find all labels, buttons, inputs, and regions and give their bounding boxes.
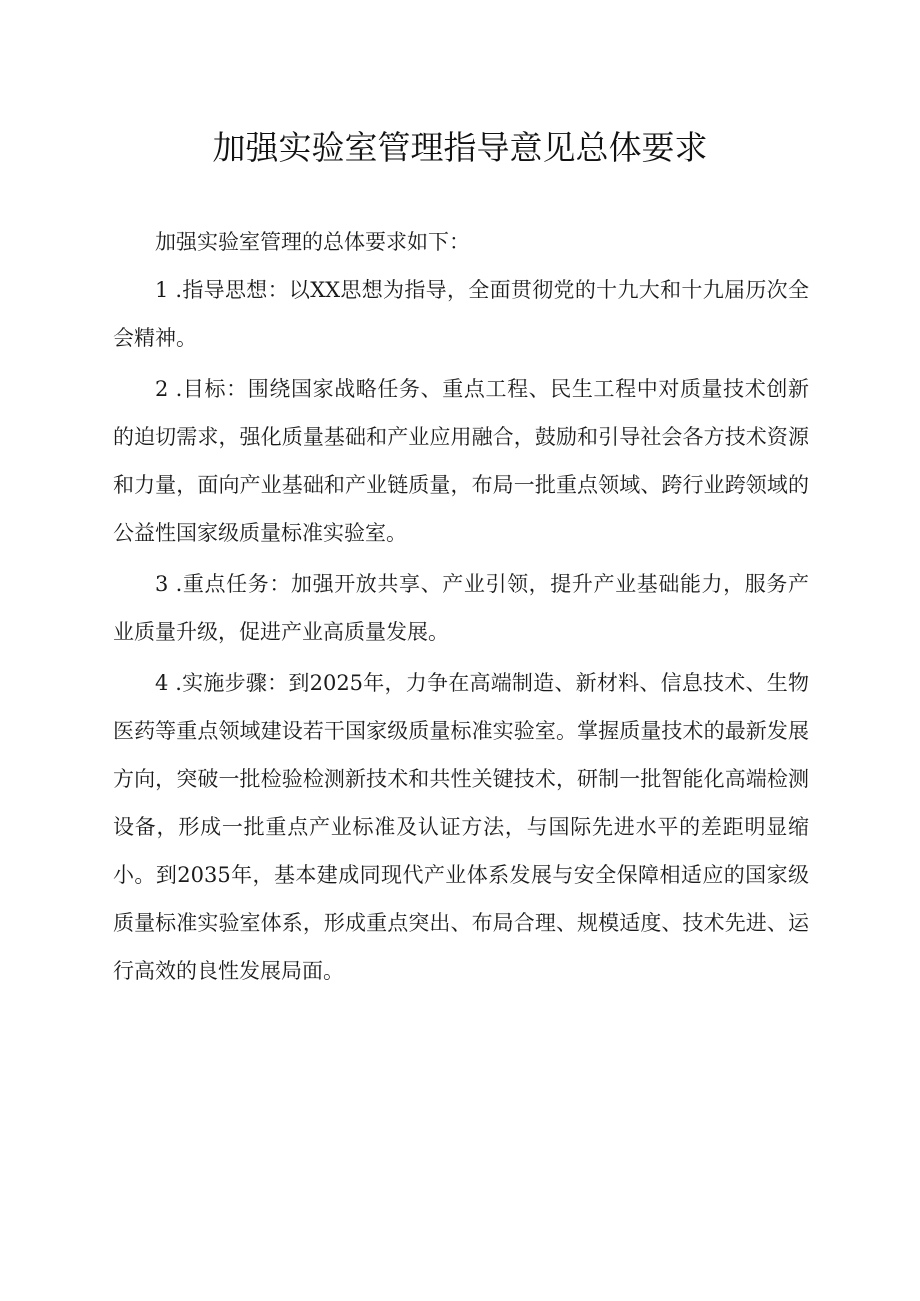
document-title: 加强实验室管理指导意见总体要求 (212, 128, 708, 167)
document-body (113, 218, 809, 995)
item-key-tasks: 3 .重点任务：加强开放共享、产业引领，提升产业基础能力，服务产业质量升级，促进产业高质量发展。 (113, 572, 809, 644)
item-guiding-ideology: 1 .指导思想：以XX思想为指导，全面贯彻党的十九大和十九届历次全会精神。 (113, 278, 809, 350)
item-implementation-steps: 4 .实施步骤：到2025年，力争在高端制造、新材料、信息技术、生物医药等重点领域建设若干国家级质量标准实验室。掌握质量技术的最新发展方向，突破一批检验检测新技术和共性关键技术，研制一批智能化高端检测设备，形成一批重点产业标准及认证方法，与国际先进水平的差距明显缩小。到2035年，基本建成同现代产业体系发展与安全保障相适应的国家级质量标准实验室体系，形成重点突出、布局合理、规模适度、技术先进、运行高效的良性发展局面。 (113, 671, 809, 983)
item-goals: 2 .目标：围绕国家战略任务、重点工程、民生工程中对质量技术创新的迫切需求，强化质量基础和产业应用融合，鼓励和引导社会各方技术资源和力量，面向产业基础和产业链质量，布局一批重点领域、跨行业跨领域的公益性国家级质量标准实验室。 (113, 377, 809, 545)
intro-paragraph: 加强实验室管理的总体要求如下： (155, 230, 470, 254)
